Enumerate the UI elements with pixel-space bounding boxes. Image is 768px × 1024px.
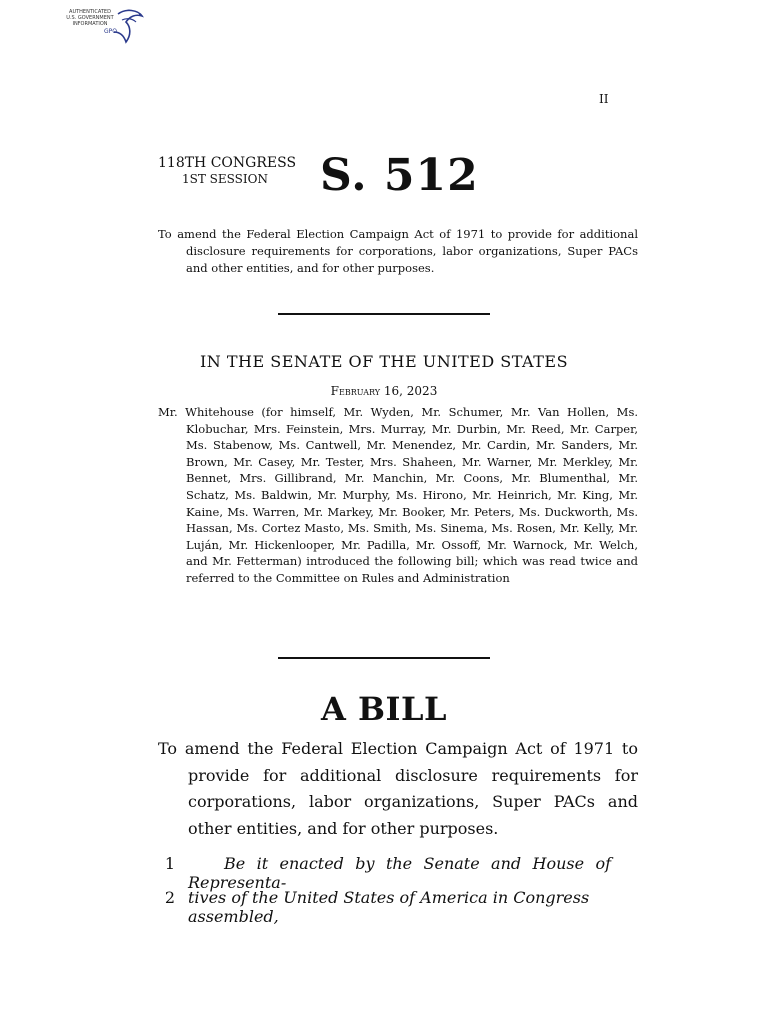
gpo-authenticated-logo [60,6,150,48]
enacting-clause-line: tives of the United States of America in Congress assembled, [188,888,590,926]
logo-agency: GPO [104,28,117,35]
logo-line-1: AUTHENTICATED [69,9,111,15]
logo-text [60,9,120,27]
line-number: 2 [164,888,176,907]
divider-rule [278,313,490,315]
long-purpose: To amend the Federal Election Campaign Act of 1971 to provide for additional disclosure requirements for corporations, labor organizations, Super PACs and other entities, and for other purposes. [158,739,638,838]
logo-line-2: U.S. GOVERNMENT [66,15,114,21]
divider-rule [278,657,490,659]
congress-label: 118TH CONGRESS [158,155,297,171]
bill-version-mark: II [599,92,609,106]
document-type-heading: A BILL [321,690,447,728]
line-number: 1 [164,854,176,873]
enacting-clause-line: Be it enacted by the Senate and House of Representa- [188,854,611,892]
short-purpose: To amend the Federal Election Campaign Act of 1971 to provide for additional disclosure requirements for corporations, labor organizations, Super PACs and other entities, and for other purposes. [158,227,638,275]
sponsors-paragraph: Mr. Whitehouse (for himself, Mr. Wyden, Mr. Schumer, Mr. Van Hollen, Ms. Klobuchar, Mrs. Feinstein, Mrs. Murray, Mr. Durbin, Mr. Reed, Mr. Carper, Ms. Stabenow, Ms. Cantwell, Mr. Menendez, Mr. Cardin, Mr. Sanders, Mr. Brown, Mr. Casey, Mr. Tester, Mrs. Shaheen, Mr. Warner, Mr. Merkley, Mr. Bennet, Mrs. Gillibrand, Mr. Manchin, Mr. Coons, Mr. Blumenthal, Mr. Schatz, Ms. Baldwin, Mr. Murphy, Ms. Hirono, Mr. Heinrich, Mr. King, Mr. Kaine, Ms. Warren, Mr. Markey, Mr. Booker, Mr. Peters, Ms. Duckworth, Ms. Hassan, Ms. Cortez Masto, Ms. Smith, Ms. Sinema, Ms. Rosen, Mr. Kelly, Mr. Luján, Mr. Hickenlooper, Mr. Padilla, Mr. Ossoff, Mr. Warnock, Mr. Welch, and Mr. Fetterman) introduced the following bill; which was read twice and referred to the Committee on Rules and Administration [158,405,638,585]
chamber-heading: IN THE SENATE OF THE UNITED STATES [199,352,569,371]
session-label: 1ST SESSION [182,172,268,186]
introduction-date: February 16, 2023 [330,384,438,398]
logo-line-3: INFORMATION [72,21,108,27]
congress-session [158,155,298,187]
bill-number: S. 512 [320,150,479,201]
